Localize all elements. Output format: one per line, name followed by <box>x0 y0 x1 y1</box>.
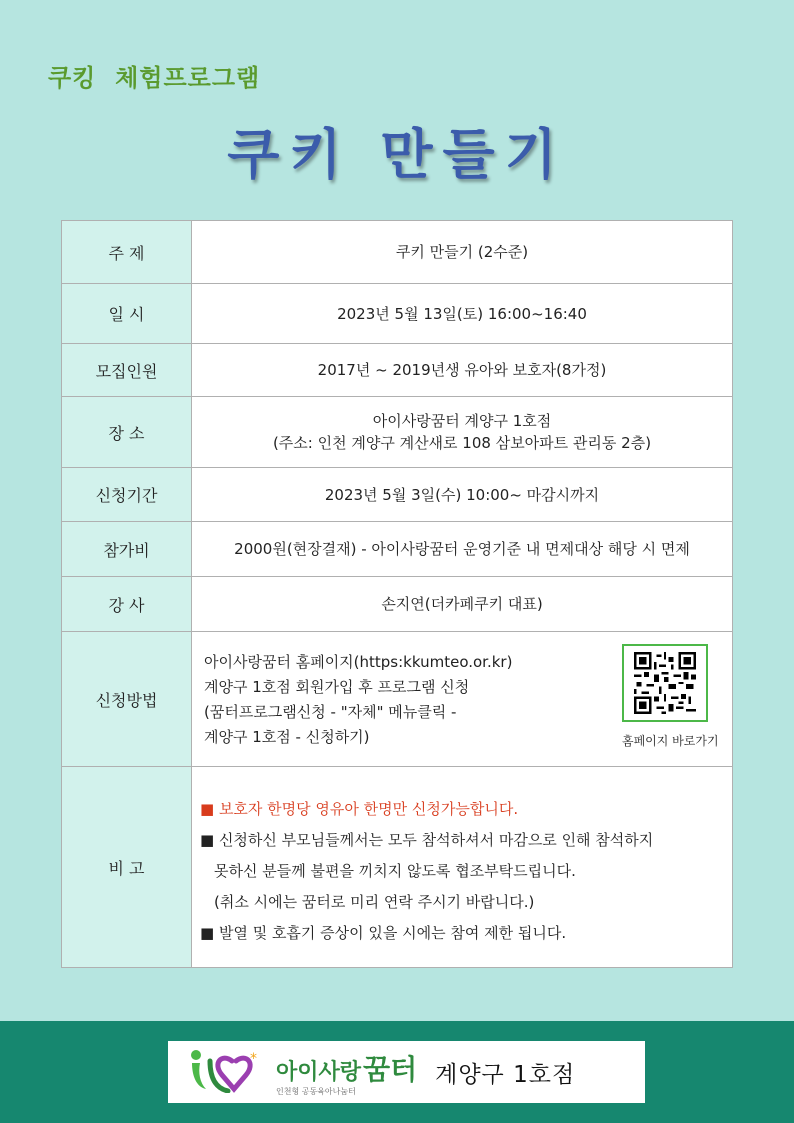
qr-code-icon[interactable] <box>622 644 708 722</box>
fee-label: 참가비 <box>62 522 192 577</box>
topic-label: 주 제 <box>62 221 192 284</box>
method-line: 계양구 1호점 - 신청하기) <box>204 728 370 746</box>
notice-line: (취소 시에는 꿈터로 미리 연락 주시기 바랍니다.) <box>214 892 535 911</box>
table-row <box>62 632 733 767</box>
table-row <box>62 344 733 397</box>
notice-line: ■ 보호자 한명당 영유아 한명만 신청가능합니다. <box>200 799 519 818</box>
place-address: (주소: 인천 계양구 계산새로 108 삼보아파트 관리동 2층) <box>272 434 652 452</box>
recruit-label: 모집인원 <box>62 344 192 397</box>
page-title: 쿠키 만들기 <box>227 123 567 186</box>
date-value: 2023년 5월 13일(토) 16:00~16:40 <box>192 284 733 344</box>
brand-name <box>276 1048 417 1097</box>
brand-logo-box <box>168 1041 645 1103</box>
brand-subtitle: 인천형 공동육아나눔터 <box>276 1086 356 1096</box>
notice-line: 못하신 분들께 불편을 끼치지 않도록 협조부탁드립니다. <box>214 861 576 880</box>
notes-label: 비 고 <box>62 767 192 968</box>
period-label: 신청기간 <box>62 468 192 522</box>
heart-logo-icon <box>188 1047 266 1097</box>
fee-value: 2000원(현장결재) - 아이사랑꿈터 운영기준 내 면제대상 해당 시 면제 <box>192 522 733 577</box>
method-value <box>192 632 733 767</box>
table-row <box>62 284 733 344</box>
table-row <box>62 397 733 468</box>
recruit-value: 2017년 ~ 2019년생 유아와 보호자(8가정) <box>192 344 733 397</box>
qr-caption[interactable]: 홈페이지 바로가기 <box>622 734 719 748</box>
notice-line: ■ 신청하신 부모님들께서는 모두 참석하셔서 마감으로 인해 참석하지 <box>200 830 654 849</box>
table-row <box>62 221 733 284</box>
table-row <box>62 577 733 632</box>
qr-block[interactable] <box>622 644 719 752</box>
method-line: 아이사랑꿈터 홈페이지(https:kkumteo.or.kr) <box>204 653 513 671</box>
period-value: 2023년 5월 3일(수) 10:00~ 마감시까지 <box>192 468 733 522</box>
method-label: 신청방법 <box>62 632 192 767</box>
program-info-table <box>61 220 733 968</box>
place-value <box>192 397 733 468</box>
table-row <box>62 767 733 968</box>
program-category: 쿠킹 체험프로그램 <box>48 64 261 92</box>
svg-text:*: * <box>250 1051 257 1067</box>
topic-value: 쿠키 만들기 (2수준) <box>192 221 733 284</box>
brand-name-part2: 꿈터 <box>363 1052 418 1086</box>
date-label: 일 시 <box>62 284 192 344</box>
table-row <box>62 468 733 522</box>
place-label: 장 소 <box>62 397 192 468</box>
brand-name-part1: 아이사랑 <box>276 1059 362 1085</box>
branch-name: 계양구 1호점 <box>435 1061 576 1088</box>
instructor-value: 손지연(더카페쿠키 대표) <box>192 577 733 632</box>
method-line: (꿈터프로그램신청 - "자체" 메뉴클릭 - <box>204 703 457 721</box>
notice-line: ■ 발열 및 호흡기 증상이 있을 시에는 참여 제한 됩니다. <box>200 923 567 942</box>
table-row <box>62 522 733 577</box>
place-name: 아이사랑꿈터 계양구 1호점 <box>372 412 552 430</box>
method-line: 계양구 1호점 회원가입 후 프로그램 신청 <box>204 678 470 696</box>
instructor-label: 강 사 <box>62 577 192 632</box>
notes-value <box>192 767 733 968</box>
method-text <box>204 650 512 750</box>
